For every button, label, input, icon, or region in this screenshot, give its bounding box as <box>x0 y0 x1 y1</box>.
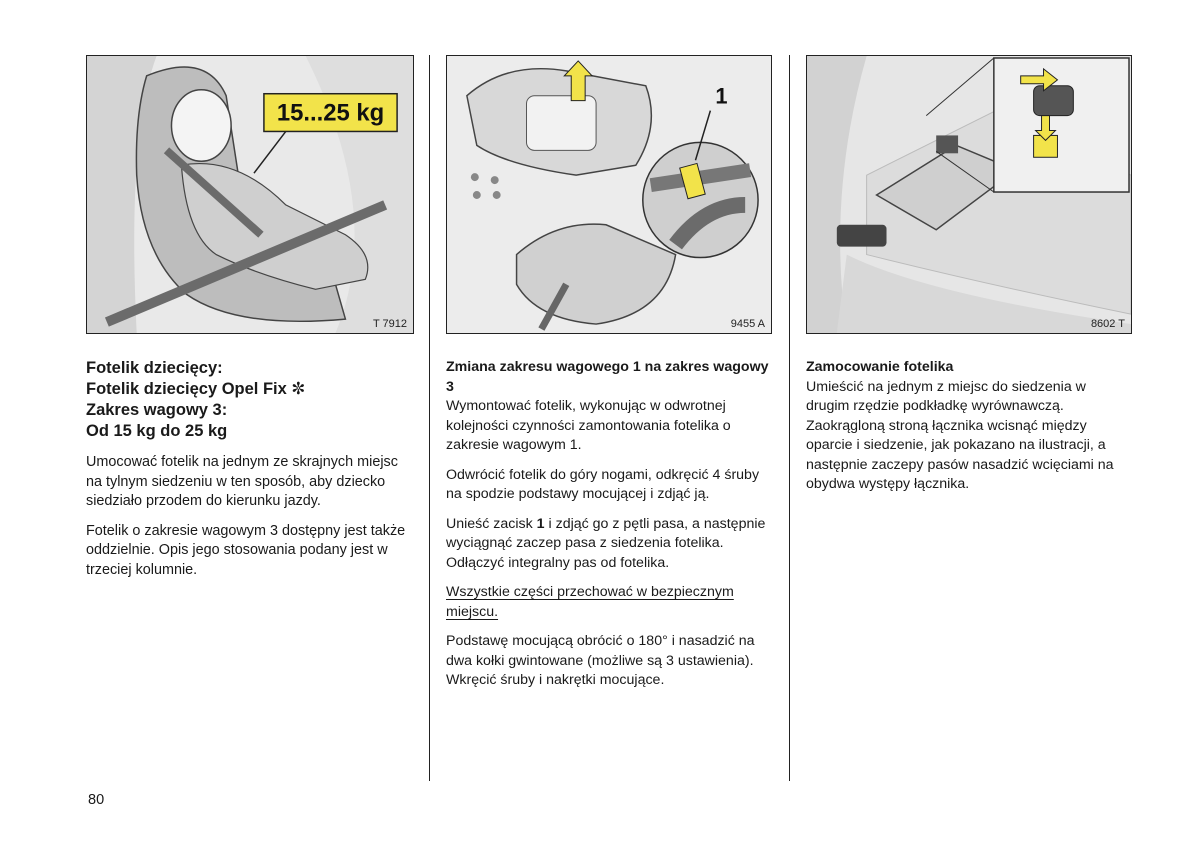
paragraph-text: i zdjąć go z pętli pasa, a następnie wyciągnąć zaczep pasa z siedzenia fotelika. Odłączyć integralny pas od fotelika. <box>446 515 766 571</box>
page-number: 80 <box>88 792 105 808</box>
part-number-callout: 1 <box>715 83 728 109</box>
paragraph: Fotelik o zakresie wagowym 3 dostępny jest także oddzielnie. Opis jego stosowania podany jest w trzeciej kolumnie. <box>86 522 406 578</box>
section-heading: Zmiana zakresu wagowego 1 na zakres wagowy 3 <box>446 359 769 395</box>
column-2-text <box>446 358 772 701</box>
column-divider-1 <box>429 55 430 781</box>
figure-code: 8602 T <box>1090 318 1125 330</box>
column-3-text <box>806 358 1132 505</box>
illustration-seat-connector <box>806 55 1132 334</box>
column-divider-2 <box>789 55 790 781</box>
paragraph-text: Unieść zacisk <box>446 515 537 532</box>
snowflake-icon: ✼ <box>291 380 306 398</box>
figure-code: T 7912 <box>372 318 407 330</box>
figure-code: 9455 A <box>730 318 765 330</box>
paragraph: Odwrócić fotelik do góry nogami, odkręcić 4 śruby na spodzie podstawy mocującej i zdjąć ją. <box>446 466 760 502</box>
heading-line-4: Od 15 kg do 25 kg <box>86 422 228 440</box>
child-seat-drawing <box>87 56 413 333</box>
heading-line-2 <box>86 379 414 400</box>
illustration-seat-base <box>446 55 772 334</box>
paragraph: Wymontować fotelik, wykonując w odwrotnej kolejności czynności zamontowania fotelika o zakresie wagowym 1. <box>446 398 731 453</box>
paragraph: Podstawę mocującą obrócić o 180° i nasadzić na dwa kołki gwintowane (możliwe są 3 ustawienia). Wkręcić śruby i nakrętki mocujące. <box>446 633 755 688</box>
heading-line-3: Zakres wagowy 3: <box>86 401 228 419</box>
section-heading: Zamocowanie fotelika <box>806 359 954 375</box>
section-heading <box>86 358 414 442</box>
heading-line-2-text: Fotelik dziecięcy Opel Fix <box>86 380 287 398</box>
seat-base-drawing <box>447 56 771 333</box>
part-number-ref: 1 <box>536 515 545 532</box>
seat-connector-drawing <box>807 56 1131 333</box>
paragraph: Umieścić na jednym z miejsc do siedzenia w drugim rzędzie podkładkę wyrównawczą. Zaokrągloną stroną łącznika wcisnąć między oparcie i siedzenie, jak pokazano na ilustracji, a następnie zaczepy pasów nasadzić wcięciami na obydwa występy łącznika. <box>806 378 1114 492</box>
illustration-child-seat <box>86 55 414 334</box>
paragraph-with-part-ref <box>446 515 772 574</box>
column-1-text <box>86 358 414 590</box>
paragraph: Umocować fotelik na jednym ze skrajnych miejsc na tylnym siedzeniu w ten sposób, aby dziecko siedziało przodem do kierunku jazdy. <box>86 454 398 509</box>
weight-range-callout: 15...25 kg <box>276 99 385 127</box>
heading-line-1: Fotelik dziecięcy: <box>86 359 223 377</box>
underlined-note: Wszystkie części przechować w bezpiecznym miejscu. <box>446 584 734 620</box>
